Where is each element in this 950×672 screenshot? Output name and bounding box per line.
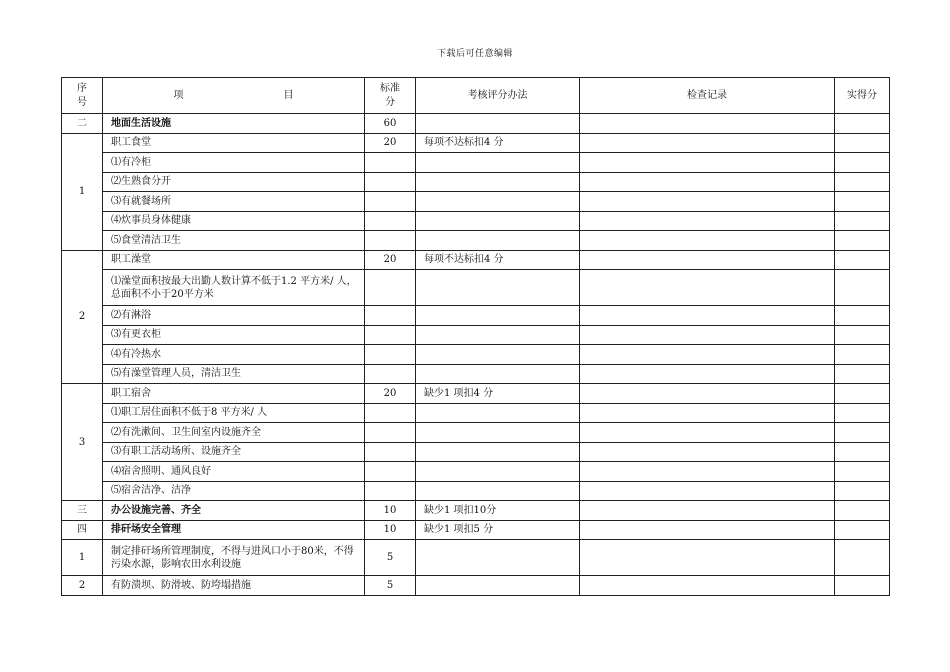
header-method: 考核评分办法 xyxy=(416,78,580,114)
section-num: 二 xyxy=(62,114,103,134)
record-cell xyxy=(580,462,835,482)
method-cell xyxy=(416,153,580,173)
record-cell xyxy=(580,172,835,192)
score-cell xyxy=(835,172,890,192)
row-points: 5 xyxy=(365,576,416,596)
points-cell xyxy=(365,172,416,192)
method-cell xyxy=(416,192,580,212)
points-cell xyxy=(365,403,416,423)
points-cell xyxy=(365,325,416,345)
group-num: 1 xyxy=(62,133,103,250)
group-num: 3 xyxy=(62,384,103,501)
item-text: ⑶有更衣柜 xyxy=(103,325,365,345)
points-cell xyxy=(365,231,416,251)
item-text: 有防溃坝、防滑坡、防垮塌措施 xyxy=(103,576,365,596)
table-row xyxy=(62,231,890,251)
score-cell xyxy=(835,133,890,153)
section-num: 四 xyxy=(62,520,103,540)
table-row xyxy=(62,133,890,153)
score-cell xyxy=(835,501,890,521)
section-points: 10 xyxy=(365,520,416,540)
item-text: ⑸宿舍洁净、洁净 xyxy=(103,481,365,501)
method-cell: 每项不达标扣4 分 xyxy=(416,133,580,153)
score-cell xyxy=(835,325,890,345)
item-text: ⑴澡堂面积按最大出勤人数计算不低于1.2 平方米/ 人，总面积不小于20平方米 xyxy=(103,270,365,306)
table-row xyxy=(62,250,890,270)
record-cell xyxy=(580,423,835,443)
table-row xyxy=(62,153,890,173)
header-standard: 标准分 xyxy=(365,78,416,114)
table-row xyxy=(62,270,890,306)
method-cell xyxy=(416,345,580,365)
item-text: ⑵有淋浴 xyxy=(103,306,365,326)
section-row xyxy=(62,520,890,540)
record-cell xyxy=(580,403,835,423)
table-row xyxy=(62,172,890,192)
item-text: ⑷炊事员身体健康 xyxy=(103,211,365,231)
score-cell xyxy=(835,345,890,365)
table-row xyxy=(62,364,890,384)
record-cell xyxy=(580,325,835,345)
table-row xyxy=(62,325,890,345)
method-cell xyxy=(416,114,580,134)
table-row xyxy=(62,211,890,231)
section-points: 60 xyxy=(365,114,416,134)
points-cell xyxy=(365,364,416,384)
method-cell xyxy=(416,172,580,192)
section-row xyxy=(62,114,890,134)
item-text: ⑸有澡堂管理人员，清洁卫生 xyxy=(103,364,365,384)
score-cell xyxy=(835,364,890,384)
points-cell xyxy=(365,481,416,501)
method-cell xyxy=(416,576,580,596)
table-row xyxy=(62,442,890,462)
section-title: 办公设施完善、齐全 xyxy=(103,501,365,521)
points-cell xyxy=(365,192,416,212)
score-cell xyxy=(835,192,890,212)
record-cell xyxy=(580,153,835,173)
record-cell xyxy=(580,250,835,270)
item-text: ⑵生熟食分开 xyxy=(103,172,365,192)
inspection-table xyxy=(61,77,890,596)
item-text: ⑴有冷柜 xyxy=(103,153,365,173)
section-title: 地面生活设施 xyxy=(103,114,365,134)
item-text: ⑴职工居住面积不低于8 平方米/ 人 xyxy=(103,403,365,423)
group-title: 职工宿舍 xyxy=(103,384,365,404)
score-cell xyxy=(835,403,890,423)
header-record: 检查记录 xyxy=(580,78,835,114)
score-cell xyxy=(835,211,890,231)
score-cell xyxy=(835,442,890,462)
group-num: 2 xyxy=(62,250,103,384)
item-text: ⑶有就餐场所 xyxy=(103,192,365,212)
record-cell xyxy=(580,501,835,521)
points-cell xyxy=(365,270,416,306)
table-row xyxy=(62,540,890,576)
score-cell xyxy=(835,423,890,443)
points-cell xyxy=(365,153,416,173)
score-cell xyxy=(835,520,890,540)
record-cell xyxy=(580,481,835,501)
table-row xyxy=(62,384,890,404)
row-num: 2 xyxy=(62,576,103,596)
score-cell xyxy=(835,114,890,134)
score-cell xyxy=(835,270,890,306)
method-cell: 每项不达标扣4 分 xyxy=(416,250,580,270)
item-text: ⑵有洗漱间、卫生间室内设施齐全 xyxy=(103,423,365,443)
score-cell xyxy=(835,153,890,173)
page-header-note: 下载后可任意编辑 xyxy=(436,49,513,59)
table-row xyxy=(62,576,890,596)
section-row xyxy=(62,501,890,521)
score-cell xyxy=(835,540,890,576)
score-cell xyxy=(835,306,890,326)
method-cell: 缺少1 项扣10分 xyxy=(416,501,580,521)
method-cell xyxy=(416,481,580,501)
record-cell xyxy=(580,114,835,134)
record-cell xyxy=(580,231,835,251)
item-text: ⑷宿舍照明、通风良好 xyxy=(103,462,365,482)
record-cell xyxy=(580,306,835,326)
record-cell xyxy=(580,192,835,212)
group-points: 20 xyxy=(365,133,416,153)
header-seq: 序号 xyxy=(62,78,103,114)
record-cell xyxy=(580,442,835,462)
record-cell xyxy=(580,540,835,576)
table-row xyxy=(62,306,890,326)
table-row xyxy=(62,192,890,212)
method-cell xyxy=(416,462,580,482)
method-cell: 缺少1 项扣5 分 xyxy=(416,520,580,540)
table-header-row xyxy=(62,78,890,114)
score-cell xyxy=(835,462,890,482)
record-cell xyxy=(580,345,835,365)
row-points: 5 xyxy=(365,540,416,576)
score-cell xyxy=(835,231,890,251)
method-cell xyxy=(416,364,580,384)
method-cell xyxy=(416,403,580,423)
points-cell xyxy=(365,211,416,231)
score-cell xyxy=(835,250,890,270)
group-title: 职工澡堂 xyxy=(103,250,365,270)
record-cell xyxy=(580,211,835,231)
record-cell xyxy=(580,520,835,540)
row-num: 1 xyxy=(62,540,103,576)
record-cell xyxy=(580,576,835,596)
method-cell xyxy=(416,442,580,462)
method-cell: 缺少1 项扣4 分 xyxy=(416,384,580,404)
table-row xyxy=(62,345,890,365)
section-points: 10 xyxy=(365,501,416,521)
record-cell xyxy=(580,133,835,153)
points-cell xyxy=(365,345,416,365)
score-cell xyxy=(835,481,890,501)
group-points: 20 xyxy=(365,250,416,270)
item-text: ⑸食堂清洁卫生 xyxy=(103,231,365,251)
item-text: ⑷有冷热水 xyxy=(103,345,365,365)
table-row xyxy=(62,481,890,501)
points-cell xyxy=(365,442,416,462)
method-cell xyxy=(416,540,580,576)
points-cell xyxy=(365,462,416,482)
score-cell xyxy=(835,576,890,596)
header-item xyxy=(103,78,365,114)
item-text: ⑶有职工活动场所、设施齐全 xyxy=(103,442,365,462)
points-cell xyxy=(365,423,416,443)
table-row xyxy=(62,403,890,423)
table-row xyxy=(62,462,890,482)
score-cell xyxy=(835,384,890,404)
item-text: 制定排矸场所管理制度，不得与进风口小于80米，不得污染水源，影响农田水利设施 xyxy=(103,540,365,576)
section-title: 排矸场安全管理 xyxy=(103,520,365,540)
method-cell xyxy=(416,270,580,306)
method-cell xyxy=(416,231,580,251)
section-num: 三 xyxy=(62,501,103,521)
header-score: 实得分 xyxy=(835,78,890,114)
table-row xyxy=(62,423,890,443)
method-cell xyxy=(416,306,580,326)
method-cell xyxy=(416,325,580,345)
points-cell xyxy=(365,306,416,326)
header-item-right: 目 xyxy=(283,89,294,101)
group-points: 20 xyxy=(365,384,416,404)
record-cell xyxy=(580,364,835,384)
method-cell xyxy=(416,423,580,443)
group-title: 职工食堂 xyxy=(103,133,365,153)
method-cell xyxy=(416,211,580,231)
record-cell xyxy=(580,270,835,306)
record-cell xyxy=(580,384,835,404)
header-item-left: 项 xyxy=(173,89,184,101)
